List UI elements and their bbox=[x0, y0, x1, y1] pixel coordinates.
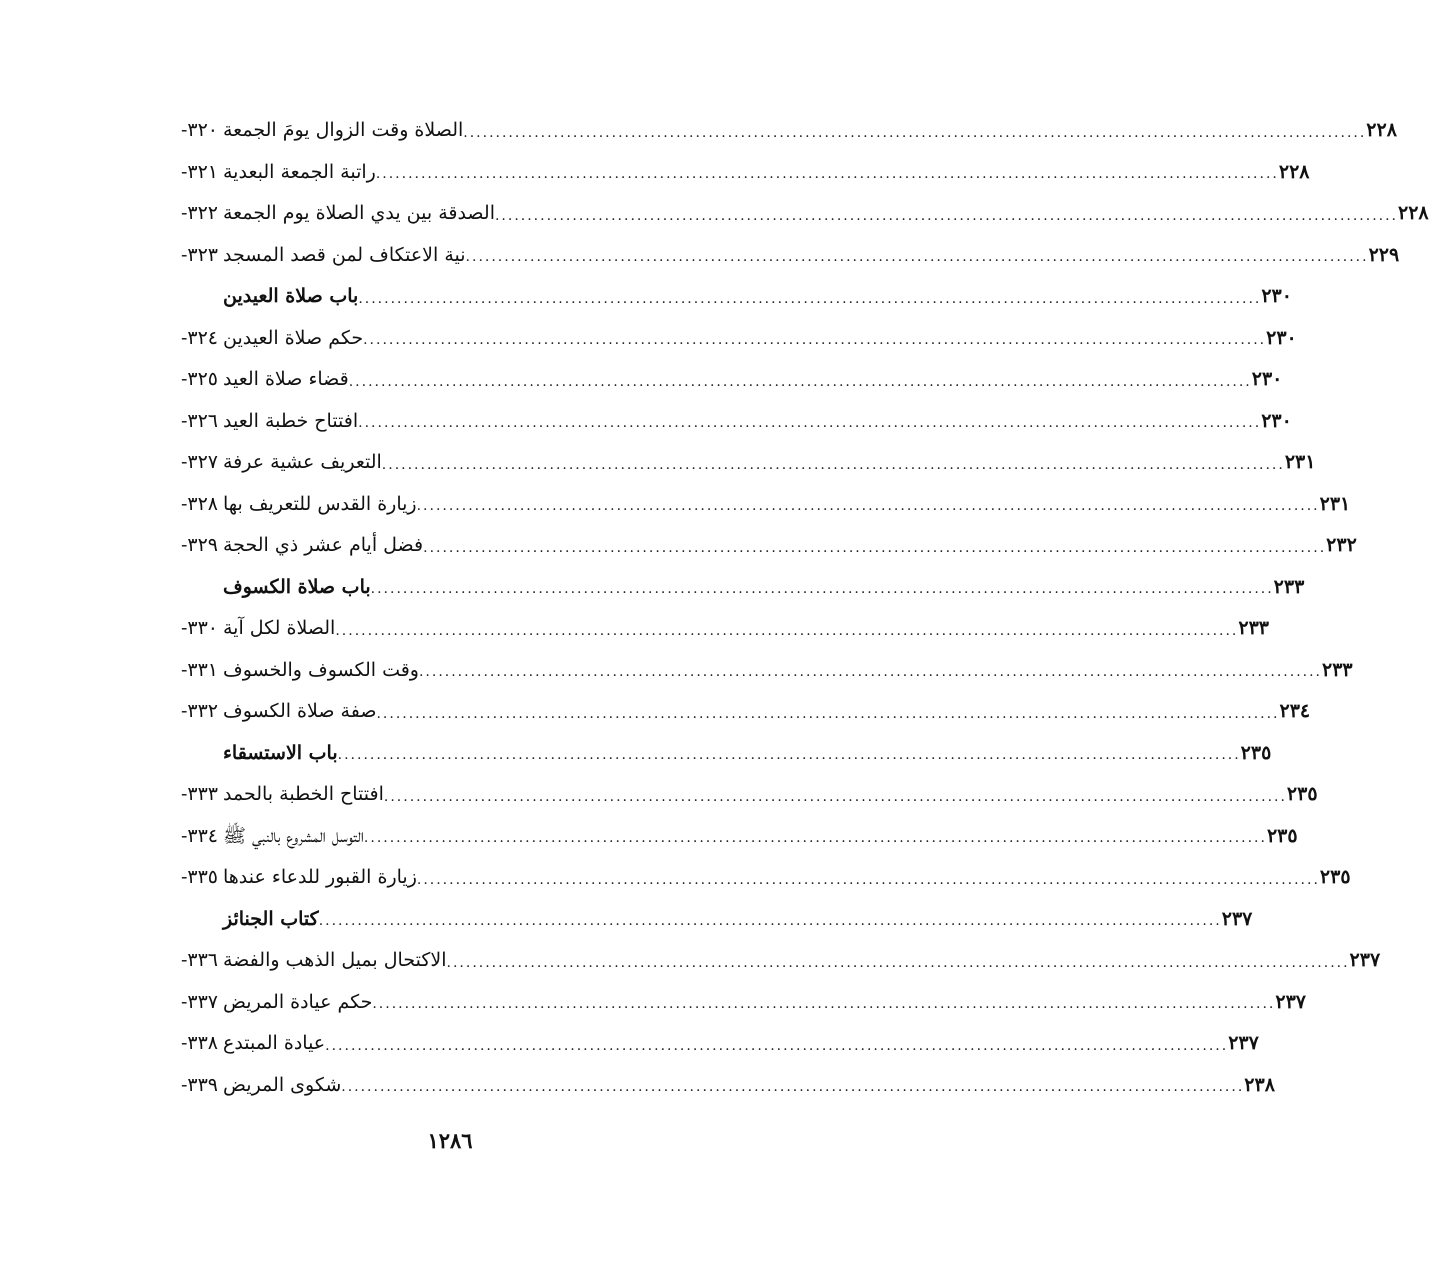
entry-number: ٣٢٣- bbox=[180, 243, 218, 266]
toc-entry bbox=[146, 484, 1351, 526]
entry-page-number: ٢٣٣ bbox=[1322, 658, 1353, 681]
entry-page-number: ٢٢٩ bbox=[1368, 243, 1400, 266]
leader-dots: ............................................................................................................................................ bbox=[341, 1079, 1245, 1096]
toc-entry bbox=[146, 318, 1297, 360]
leader-dots: ............................................................................................................................................ bbox=[423, 539, 1327, 556]
leader-dots: ............................................................................................................................................ bbox=[376, 705, 1280, 722]
entry-title: افتتاح خطبة العيد bbox=[223, 409, 359, 432]
toc-section-heading bbox=[146, 567, 1305, 609]
entry-page-number: ٢٣٧ bbox=[1275, 990, 1306, 1013]
entry-page-number: ٢٣٠ bbox=[1261, 285, 1292, 308]
entry-number: ٣٣١- bbox=[180, 658, 218, 681]
entry-title: وقت الكسوف والخسوف bbox=[223, 658, 419, 681]
toc-entry bbox=[146, 857, 1351, 899]
entry-title: زيارة القدس للتعريف بها bbox=[223, 492, 417, 515]
toc-section-heading bbox=[146, 899, 1253, 941]
leader-dots: ............................................................................................................................................ bbox=[318, 913, 1222, 930]
entry-title: الاكتحال بميل الذهب والفضة bbox=[223, 949, 447, 972]
leader-dots: ............................................................................................................................................ bbox=[363, 830, 1267, 847]
leader-dots: ............................................................................................................................................ bbox=[494, 207, 1399, 224]
leader-dots: ............................................................................................................................................ bbox=[358, 290, 1262, 307]
leader-dots: ............................................................................................................................................ bbox=[372, 996, 1276, 1013]
entry-page-number: ٢٣١ bbox=[1319, 492, 1351, 515]
entry-number: ٣٣٨- bbox=[180, 1032, 218, 1055]
entry-number: ٣٢٦- bbox=[180, 409, 218, 432]
leader-dots: ............................................................................................................................................ bbox=[418, 664, 1323, 681]
entry-title: التعريف عشية عرفة bbox=[223, 451, 382, 474]
toc-entry bbox=[146, 152, 1310, 194]
toc-entry bbox=[146, 235, 1400, 277]
entry-number: ٣٢٠- bbox=[180, 119, 218, 142]
entry-number: ٣٣٢- bbox=[180, 700, 218, 723]
toc-entry bbox=[146, 608, 1269, 650]
leader-dots: ............................................................................................................................................ bbox=[446, 954, 1350, 971]
entry-number: ٣٢٧- bbox=[180, 451, 218, 474]
toc-entry bbox=[146, 1023, 1259, 1065]
entry-page-number: ٢٣٣ bbox=[1238, 617, 1269, 640]
leader-dots: ............................................................................................................................................ bbox=[416, 871, 1320, 888]
toc-entry bbox=[146, 110, 1397, 152]
leader-dots: ............................................................................................................................................ bbox=[370, 581, 1274, 598]
table-of-contents bbox=[146, 110, 1429, 1106]
entry-page-number: ٢٣٥ bbox=[1286, 783, 1318, 806]
entry-page-number: ٢٢٨ bbox=[1366, 119, 1397, 142]
leader-dots: ............................................................................................................................................ bbox=[335, 622, 1239, 639]
section-title: باب الاستسقاء bbox=[223, 741, 338, 764]
section-title: باب صلاة الكسوف bbox=[223, 575, 371, 598]
entry-number: ٣٣٥- bbox=[180, 866, 218, 889]
entry-number: ٣٣٤- bbox=[180, 824, 218, 847]
leader-dots: ............................................................................................................................................ bbox=[337, 747, 1241, 764]
entry-page-number: ٢٣٧ bbox=[1228, 1032, 1259, 1055]
entry-title: عيادة المبتدع bbox=[223, 1032, 326, 1055]
leader-dots: ............................................................................................................................................ bbox=[381, 456, 1285, 473]
toc-section-heading bbox=[146, 276, 1292, 318]
toc-entry bbox=[146, 816, 1298, 858]
entry-title: شكوى المريض bbox=[223, 1073, 342, 1096]
entry-number: ٣٣٧- bbox=[180, 990, 218, 1013]
leader-dots: ............................................................................................................................................ bbox=[358, 415, 1262, 432]
entry-title: زيارة القبور للدعاء عندها bbox=[223, 866, 417, 889]
entry-title: نية الاعتكاف لمن قصد المسجد bbox=[223, 243, 466, 266]
entry-title: حكم عيادة المريض bbox=[223, 990, 373, 1013]
entry-title: راتبة الجمعة البعدية bbox=[223, 160, 376, 183]
entry-page-number: ٢٣٧ bbox=[1221, 907, 1253, 930]
entry-number: ٣٢٩- bbox=[180, 534, 218, 557]
toc-entry bbox=[146, 359, 1283, 401]
toc-entry bbox=[146, 401, 1292, 443]
leader-dots: ............................................................................................................................................ bbox=[463, 124, 1367, 141]
entry-title: فضل أيام عشر ذي الحجة bbox=[223, 534, 424, 557]
toc-entry bbox=[146, 940, 1381, 982]
leader-dots: ............................................................................................................................................ bbox=[416, 498, 1320, 515]
page-number: ١٢٨٦ bbox=[427, 1128, 473, 1153]
toc-entry bbox=[146, 774, 1318, 816]
toc-entry bbox=[146, 691, 1311, 733]
entry-page-number: ٢٣٢ bbox=[1326, 534, 1357, 557]
entry-page-number: ٢٣٠ bbox=[1266, 326, 1297, 349]
toc-entry bbox=[146, 442, 1316, 484]
leader-dots: ............................................................................................................................................ bbox=[465, 249, 1369, 266]
entry-title: الصلاة لكل آية bbox=[223, 617, 336, 640]
entry-title: حكم صلاة العيدين bbox=[223, 326, 364, 349]
leader-dots: ............................................................................................................................................ bbox=[348, 373, 1252, 390]
entry-page-number: ٢٣٥ bbox=[1266, 824, 1298, 847]
entry-title: صفة صلاة الكسوف bbox=[223, 700, 377, 723]
leader-dots: ............................................................................................................................................ bbox=[383, 788, 1287, 805]
leader-dots: ............................................................................................................................................ bbox=[363, 332, 1267, 349]
entry-number: ٣٢١- bbox=[180, 160, 218, 183]
entry-page-number: ٢٢٨ bbox=[1278, 160, 1310, 183]
entry-number: ٣٢٢- bbox=[180, 202, 218, 225]
entry-page-number: ٢٣١ bbox=[1284, 451, 1316, 474]
entry-number: ٣٣٦- bbox=[180, 949, 218, 972]
entry-number: ٣٣٣- bbox=[180, 783, 218, 806]
toc-entry bbox=[146, 650, 1353, 692]
toc-section-heading bbox=[146, 733, 1272, 775]
entry-page-number: ٢٣٠ bbox=[1251, 368, 1283, 391]
section-title: كتاب الجنائز bbox=[223, 907, 319, 930]
entry-page-number: ٢٣٣ bbox=[1273, 575, 1305, 598]
toc-entry bbox=[146, 982, 1306, 1024]
entry-page-number: ٢٣٤ bbox=[1279, 700, 1311, 723]
entry-number: ٣٢٨- bbox=[180, 492, 218, 515]
section-title: باب صلاة العيدين bbox=[223, 285, 359, 308]
leader-dots: ............................................................................................................................................ bbox=[375, 166, 1279, 183]
entry-page-number: ٢٢٨ bbox=[1398, 202, 1429, 225]
entry-title: افتتاح الخطبة بالحمد bbox=[223, 783, 384, 806]
entry-page-number: ٢٣٥ bbox=[1240, 741, 1272, 764]
entry-number: ٣٣٩- bbox=[180, 1073, 218, 1096]
entry-number: ٣٢٤- bbox=[180, 326, 218, 349]
entry-page-number: ٢٣٥ bbox=[1319, 866, 1351, 889]
entry-title: الصدقة بين يدي الصلاة يوم الجمعة bbox=[223, 202, 495, 225]
entry-page-number: ٢٣٠ bbox=[1261, 409, 1292, 432]
entry-title: قضاء صلاة العيد bbox=[223, 368, 349, 391]
entry-number: ٣٣٠- bbox=[180, 617, 218, 640]
toc-entry bbox=[146, 193, 1429, 235]
entry-title: التوسل المشروع بالنبي ﷺ bbox=[223, 824, 364, 847]
entry-page-number: ٢٣٨ bbox=[1244, 1073, 1275, 1096]
entry-title: الصلاة وقت الزوال يومَ الجمعة bbox=[223, 119, 464, 142]
entry-page-number: ٢٣٧ bbox=[1349, 949, 1381, 972]
entry-number: ٣٢٥- bbox=[180, 368, 218, 391]
toc-entry bbox=[146, 1065, 1275, 1107]
toc-entry bbox=[146, 525, 1357, 567]
leader-dots: ............................................................................................................................................ bbox=[325, 1037, 1229, 1054]
